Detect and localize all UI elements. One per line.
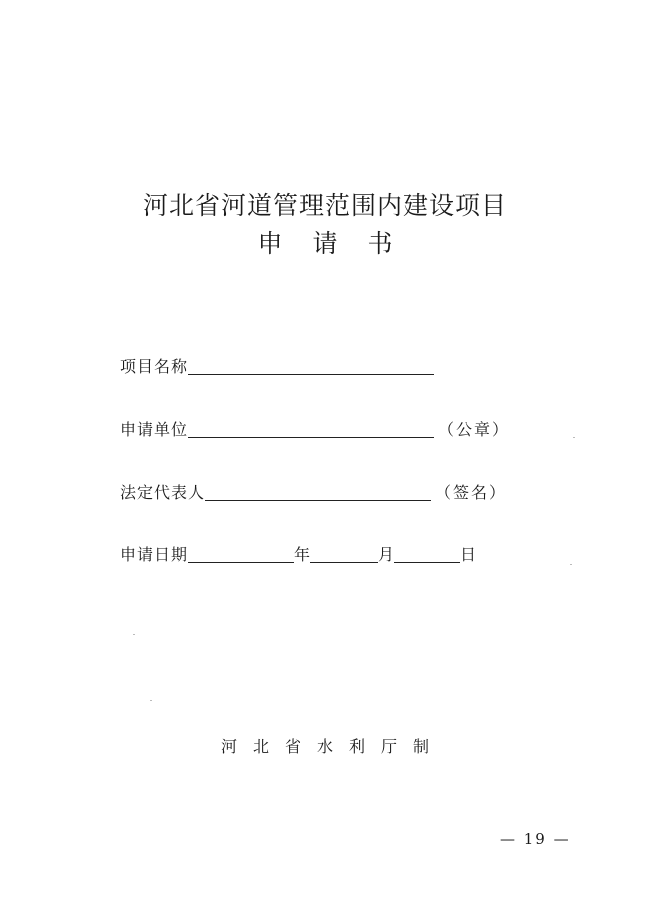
document-subtitle: 申请书 xyxy=(257,229,423,258)
month-label: 月 xyxy=(378,545,395,564)
apply-date-label: 申请日期 xyxy=(120,545,189,564)
scan-speck xyxy=(133,634,135,635)
signature-label: （签名） xyxy=(435,483,508,502)
legal-rep-label: 法定代表人 xyxy=(120,483,206,502)
apply-date-row xyxy=(120,543,476,567)
applicant-unit-row xyxy=(120,418,510,442)
day-label: 日 xyxy=(460,545,477,564)
day-blank[interactable] xyxy=(394,544,460,563)
project-name-row xyxy=(120,355,434,379)
scan-speck xyxy=(150,700,152,701)
month-blank[interactable] xyxy=(310,544,378,563)
year-label: 年 xyxy=(294,545,311,564)
issuer-text: 河北省水利厅制 xyxy=(220,737,445,756)
document-title: 河北省河道管理范围内建设项目 xyxy=(142,191,507,220)
year-blank[interactable] xyxy=(188,544,294,563)
applicant-unit-label: 申请单位 xyxy=(120,420,189,439)
applicant-unit-blank[interactable] xyxy=(188,419,434,438)
project-name-label: 项目名称 xyxy=(120,357,189,376)
page-number: — 19 — xyxy=(500,830,571,848)
official-seal-label: （公章） xyxy=(438,420,511,439)
scan-speck xyxy=(570,564,572,565)
project-name-blank[interactable] xyxy=(188,356,434,375)
scan-speck xyxy=(573,437,575,438)
legal-rep-row xyxy=(120,481,507,505)
legal-rep-blank[interactable] xyxy=(205,482,431,501)
